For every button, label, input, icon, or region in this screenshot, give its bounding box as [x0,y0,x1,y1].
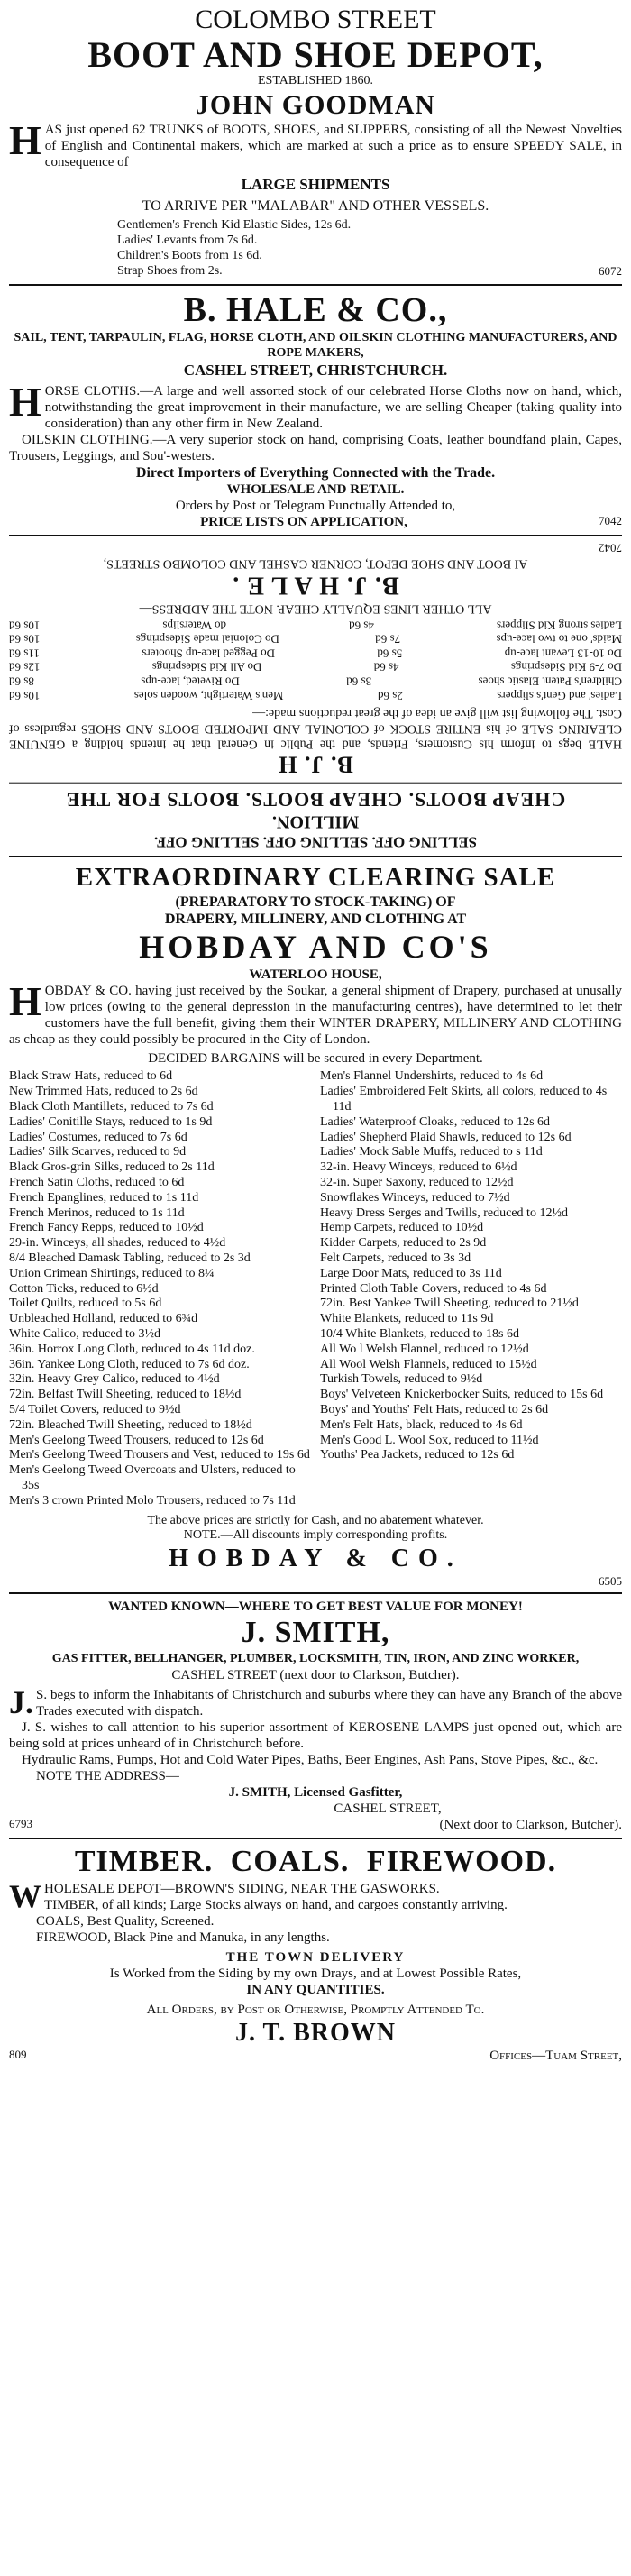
item: do Waterslips [162,619,226,633]
smith-note: NOTE THE ADDRESS— [36,1768,179,1783]
smith-p1: J.S. begs to inform the Inhabitants of Christchurch and suburbs where they can have any Branch of the above Trades executed with dispatch. [9,1683,622,1720]
item: Do 10-13 Levant lace-up [504,646,622,661]
price-row [9,661,622,675]
price-row [9,619,622,633]
brown-ad [9,1844,622,2064]
bargain-item: Kidder Carpets, reduced to 2s 9d [320,1236,487,1251]
bargain-item: Men's Geelong Tweed Overcoats and Ulsters, reduced to 35s [9,1463,296,1492]
bargain-item: Ladies' Shepherd Plaid Shawls, reduced to 12s 6d [320,1130,572,1144]
house: WATERLOO HOUSE, [249,967,382,983]
depot: WHOLESALE DEPOT—BROWN'S SIDING, NEAR THE GASWORKS. [9,1877,440,1914]
ad-number: 6072 [599,263,622,278]
smith-p2: J. S. wishes to call attention to his superior assortment of KEROSENE LAMPS just opened out, which are being sold at prices unheard of in Christchurch before. [9,1719,622,1751]
bargain-item: Turkish Towels, reduced to 9½d [320,1372,483,1387]
arrive: TO ARRIVE PER "MALABAR" AND OTHER VESSELS. [142,198,489,215]
brown-name: J. T. BROWN [235,2018,396,2047]
item: Children's Patent Elastic shoes [478,675,622,690]
divider [9,1592,622,1594]
bargain-item: Felt Carpets, reduced to 3s 3d [320,1251,471,1265]
bargain-item: All Wool Welsh Flannels, reduced to 15½d [320,1357,537,1371]
goodman-body: HAS just opened 62 TRUNKS of BOOTS, SHOES, and SLIPPERS, consisting of all the Newest Novelties of English and Continental makers, which are marked at such a price as to ensure SPEEDY SALE, in consequence of [9,116,622,170]
owner-name: JOHN GOODMAN [195,89,436,120]
bargain-item: Snowflakes Winceys, reduced to 7½d [320,1190,510,1205]
item-3-text: Strap Shoes from 2s. [117,263,223,278]
equally: ALL OTHER LINES EQUALLY CHEAP. NOTE THE ADDRESS— [139,602,492,617]
terms: The above prices are strictly for Cash, and no abatement whatever. [147,1513,484,1527]
bargain-item: Men's Geelong Tweed Trousers and Vest, reduced to 19s 6d [9,1448,310,1462]
price-rows [9,619,622,703]
bargain-item: Ladies' Costumes, reduced to 7s 6d [9,1130,187,1144]
bargain-item: 36in. Yankee Long Cloth, reduced to 7s 6d doz. [9,1357,250,1371]
smith-sig: J. SMITH, Licensed Gasfitter, [228,1784,403,1800]
divider [9,783,622,784]
bargain-item: Black Straw Hats, reduced to 6d [9,1069,173,1084]
ad-number: 809 [9,2048,27,2062]
hale-co-ad [9,290,622,531]
divider [9,1838,622,1839]
bargain-item: White Calico, reduced to 3½d [9,1326,160,1341]
bargain-item: Men's Felt Hats, black, reduced to 4s 6d [320,1417,523,1432]
bj-head: B. J. H [278,752,353,779]
bargain-item: French Merinos, reduced to 1s 11d [9,1205,185,1220]
bargain-item: Men's Good L. Wool Sox, reduced to 11½d [320,1433,539,1447]
oilskin: OILSKIN CLOTHING.—A very superior stock on hand, comprising Coats, leather boundfand plain, Capes, Trousers, Leggings, and Sou'-westers. [9,433,622,464]
price: 10s 6d [9,619,41,633]
price-row [9,674,622,689]
item: Maids' one to two lace-ups [496,633,622,647]
bargain-item: Men's Flannel Undershirts, reduced to 4s 6d [320,1069,544,1084]
price: 11s 6d [9,646,40,661]
bargain-item: New Trimmed Hats, reduced to 2s 6d [9,1085,198,1099]
price: 2s 6d [378,689,403,703]
bargain-item: French Epanglines, reduced to 1s 11d [9,1190,199,1205]
item: Do Riveted, lace-ups [141,675,240,690]
price: 12s 6d [9,661,41,675]
ad-number: 6793 [9,1816,32,1830]
ad-number: 7042 [599,541,622,555]
bargain-item: Men's Geelong Tweed Trousers, reduced to 12s 6d [9,1433,264,1447]
brown-last [9,2048,622,2064]
trades: SAIL, TENT, TARPAULIN, FLAG, HORSE CLOTH, AND OILSKIN CLOTHING MANUFACTURERS, AND ROPE MAKERS, [14,331,617,360]
prices: PRICE LISTS ON APPLICATION, [200,515,407,530]
bj-hale-ad [9,541,622,851]
sale-sub: (PREPARATORY TO STOCK-TAKING) OF [175,894,456,910]
street-heading: COLOMBO STREET [195,5,436,34]
bargain-item: Cotton Ticks, reduced to 6½d [9,1281,159,1296]
worked: Is Worked from the Siding by my own Drays, and at Lowest Possible Rates, [109,1966,522,1981]
divider [9,535,622,536]
divider [9,856,622,857]
price: 7s 6d [375,633,401,647]
bargain-item: Toilet Quilts, reduced to 5s 6d [9,1297,162,1311]
banner-cheap: CHEAP BOOTS. CHEAP BOOTS. BOOTS FOR THE [65,788,566,811]
bargain-item: 32in. Heavy Grey Calico, reduced to 4½d [9,1372,220,1387]
quantities: IN ANY QUANTITIES. [246,1982,385,1997]
bargain-item: 32-in. Heavy Winceys, reduced to 6½d [320,1160,517,1175]
firm-name: B. HALE & CO., [183,290,448,329]
price: 4s 6d [373,661,399,675]
prices-row [9,514,622,530]
bargain-item: White Blankets, reduced to 11s 9d [320,1312,494,1326]
price-row [9,633,622,647]
timber-headline: TIMBER. COALS. FIREWOOD. [74,1844,557,1878]
decided: DECIDED BARGAINS will be secured in every Department. [148,1051,483,1067]
bargain-item: Black Gros-grin Silks, reduced to 2s 11d [9,1160,215,1175]
hobday-footer: HOBDAY & CO. [169,1545,462,1573]
price-row [9,689,622,703]
bargain-item: Black Cloth Mantillets, reduced to 7s 6d [9,1099,214,1114]
bargain-item: Printed Cloth Table Covers, reduced to 4s 6d [320,1281,547,1296]
item: Men's Watertight, wooden soles [133,689,284,703]
bargain-item: All Wo l Welsh Flannel, reduced to 12½d [320,1342,529,1356]
bj-name: B. J. H A L E . [232,572,399,600]
bargain-item: Youths' Pea Jackets, reduced to 12s 6d [320,1448,515,1462]
established: ESTABLISHED 1860. [258,74,373,87]
bargain-item: 8/4 Bleached Damask Tabling, reduced to 2s 3d [9,1251,251,1265]
bargain-item: Ladies' Mock Sable Muffs, reduced to s 11d [320,1145,543,1160]
item-1: Ladies' Levants from 7s 6d. [117,234,258,248]
bargain-item: Ladies' Silk Scarves, reduced to 9d [9,1145,187,1160]
bargain-item: Ladies' Embroidered Felt Skirts, all colors, reduced to 4s 11d [320,1085,608,1114]
importers: Direct Importers of Everything Connected with the Trade. [135,465,496,481]
item: Do Pegged lace-up Shooters [142,646,275,661]
item-2: Children's Boots from 1s 6d. [117,248,262,262]
smith-sig2: CASHEL STREET, [334,1801,442,1816]
hobday-ad [9,862,622,1588]
offices: Offices—Tuam Street, [489,2049,622,2064]
firm-name: HOBDAY AND CO'S [139,929,492,966]
bargain-item: Heavy Dress Serges and Twills, reduced to 12½d [320,1205,568,1220]
smith-name: J. SMITH, [241,1616,390,1650]
smith-address: CASHEL STREET (next door to Clarkson, Butcher). [171,1667,460,1682]
item: Do Colonial made Sidesprings [135,633,279,647]
right-column [320,1069,622,1508]
orders: Orders by Post or Telegram Punctually Attended to, [175,499,456,514]
horse-cloths: HORSE CLOTHS.—A large and well assorted stock of our celebrated Horse Cloths now on hand, which, notwithstanding the great improvement in their manufacture, we are selling Cheaper (taking quality into consideration) than any other firm in New Zealand. [9,379,622,432]
price: 5s 6d [377,646,403,661]
item-0: Gentlemen's French Kid Elastic Sides, 12s 6d. [117,218,352,233]
bargain-item: French Satin Cloths, reduced to 6d [9,1175,185,1189]
smith-sig3: (Next door to Clarkson, Butcher). [439,1817,622,1832]
item-3 [9,264,622,280]
ad-number: 7042 [599,514,622,528]
item: Ladies' and Gent's slippers [497,689,622,703]
shipments: LARGE SHIPMENTS [241,175,390,193]
smith-trades: GAS FITTER, BELLHANGER, PLUMBER, LOCKSMITH, TIN, IRON, AND ZINC WORKER, [51,1652,580,1666]
bargain-item: 72in. Best Yankee Twill Sheeting, reduced to 21½d [320,1297,579,1311]
timber: TIMBER, of all kinds; Large Stocks always on hand, and cargoes constantly arriving. [44,1897,508,1912]
hobday-body: HOBDAY & CO. having just received by the Soukar, a general shipment of Drapery, purchased at unusally low prices (owing to the general depression in the manufacturing centres), have determined to let their customers have the full benefit, giving them their WINTER DRAPERY, MILLINERY AND CLOTHING as cheap as they could possibly be procured in the City of London. [9,978,622,1048]
note: NOTE.—All discounts imply corresponding profits. [183,1528,448,1543]
bargain-item: Hemp Carpets, reduced to 10½d [320,1221,484,1235]
bargain-item: Large Door Mats, reduced to 3s 11d [320,1266,502,1280]
bargain-item: Men's 3 crown Printed Molo Trousers, reduced to 7s 11d [9,1493,296,1508]
bargain-item: 10/4 White Blankets, reduced to 18s 6d [320,1326,519,1341]
orders: All Orders, by Post or Otherwise, Promptly Attended To. [146,2002,485,2017]
delivery: THE TOWN DELIVERY [225,1949,406,1965]
price: 3s 6d [346,675,372,690]
bargain-item: French Fancy Repps, reduced to 10½d [9,1221,204,1235]
bargain-item: 32-in. Super Saxony, reduced to 12½d [320,1175,514,1189]
bargain-item: Ladies' Conitille Stays, reduced to 1s 9d [9,1114,213,1129]
price: 10s 6d [9,633,41,647]
bargain-item: Ladies' Waterproof Cloaks, reduced to 12s 6d [320,1114,551,1129]
banner-million: MILLION. [271,811,360,832]
bargain-item: 29-in. Winceys, all shades, reduced to 4½d [9,1236,226,1251]
bargain-item: 72in. Bleached Twill Sheeting, reduced to 18½d [9,1417,252,1432]
item: Do 7-9 Kid Sidesprings [510,661,622,675]
firewood: FIREWOOD, Black Pine and Manuka, in any lengths. [36,1930,330,1945]
address: CASHEL STREET, CHRISTCHURCH. [183,361,448,379]
bargain-item: Boys' Velveteen Knickerbocker Suits, reduced to 15s 6d [320,1388,604,1402]
price: 4s 6d [349,619,374,633]
price: 8s 6d [9,675,34,690]
bargain-item: 36in. Horrox Long Cloth, reduced to 4s 11d doz. [9,1342,255,1356]
sale-sub2: DRAPERY, MILLINERY, AND CLOTHING AT [164,912,467,928]
bargain-columns [9,1069,622,1508]
coals: COALS, Best Quality, Screened. [36,1913,215,1929]
sale-title: EXTRAORDINARY CLEARING SALE [75,863,556,893]
smith-ad [9,1599,622,1833]
wholesale: WHOLESALE AND RETAIL. [226,482,405,498]
depot-headline: BOOT AND SHOE DEPOT, [87,34,544,75]
bargain-item: Union Crimean Shirtings, reduced to 8¼ [9,1266,215,1280]
item: Do All Kid Sidesprings [151,661,262,675]
price-row [9,646,622,661]
ad-number: 6505 [599,1573,622,1588]
bargain-item: 72in. Belfast Twill Sheeting, reduced to 18½d [9,1388,242,1402]
item: Ladies strong Kid Slippers [496,619,622,633]
bargain-item: Unbleached Holland, reduced to 6¾d [9,1312,198,1326]
wanted: WANTED KNOWN—WHERE TO GET BEST VALUE FOR MONEY! [108,1600,523,1615]
bargain-item: Boys' and Youths' Felt Hats, reduced to 2s 6d [320,1402,549,1416]
bj-address: AI BOOT AND SHOE DEPOT, CORNER CASHEL AND COLOMBO STREETS, [103,556,528,571]
goodman-ad [9,0,622,280]
smith-p3: Hydraulic Rams, Pumps, Hot and Cold Water Pipes, Baths, Beer Engines, Ash Pans, Stove Pipes, &c., &c. [22,1752,599,1767]
banner-selling: SELLING OFF. SELLING OFF. SELLING OFF. [153,834,478,852]
smith-last [9,1817,622,1833]
bargain-item: 5/4 Toilet Covers, reduced to 9½d [9,1402,181,1416]
divider [9,284,622,286]
left-column [9,1069,311,1508]
bj-body: HALE begs to inform his Customers, Friends, and the Public in General that he intends holding a GENUINE CLEARING SALE of his ENTIRE STOCK of COLONIAL AND IMPORTED BOOTS AND SHOES regardless of Cost. The following list will give an idea of the great reductions made:— [9,707,622,752]
price: 10s 6d [9,689,41,703]
